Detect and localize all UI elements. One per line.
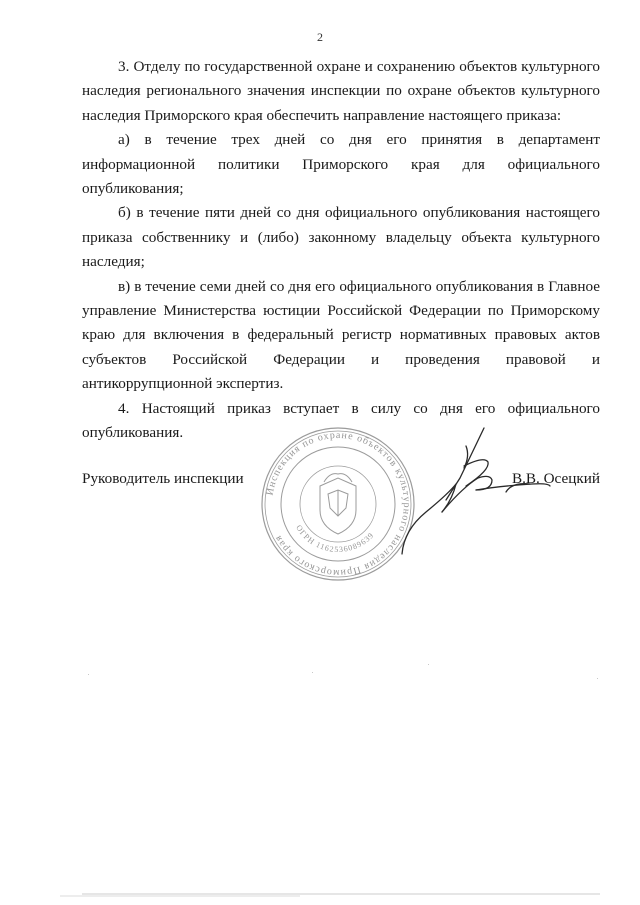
stamp-outer-text: Инспекция по охране объектов культурного наследия Приморского края: [264, 429, 413, 579]
page-number: 2: [317, 30, 323, 44]
paragraph-4: 4. Настоящий приказ вступает в силу со дня его официального опубликования.: [82, 399, 600, 442]
paragraph-3c: в) в течение семи дней со дня его официального опубликования в Главное управление Министерства юстиции Российской Федерации по Приморскому краю для включения в федеральный регистр нормативных правовых актов субъектов Российской Федерации и проведения правовой и антикоррупционной экспертиз.: [82, 277, 600, 393]
paragraph-3a: а) в течение трех дней со дня его принятия в департамент информационной политики Приморского края для официального опубликования;: [82, 131, 600, 198]
document-body: [82, 55, 600, 446]
paragraph-3: 3. Отделу по государственной охране и сохранению объектов культурного наследия регионального значения инспекции по охране объектов культурного наследия Приморского края обеспечить направление настоящего приказа:: [82, 58, 600, 124]
handwritten-signature: [342, 426, 552, 556]
signature-block: [82, 429, 600, 588]
stamp-inner-text: ОГРН 1162536089639: [294, 523, 376, 555]
signatory-role: Руководитель инспекции: [82, 470, 244, 487]
paragraph-3b: б) в течение пяти дней со дня официального опубликования настоящего приказа собственнику и (либо) законному владельцу объекта культурного наследия;: [82, 204, 600, 271]
signatory-name: В.В. Осецкий: [511, 470, 600, 487]
